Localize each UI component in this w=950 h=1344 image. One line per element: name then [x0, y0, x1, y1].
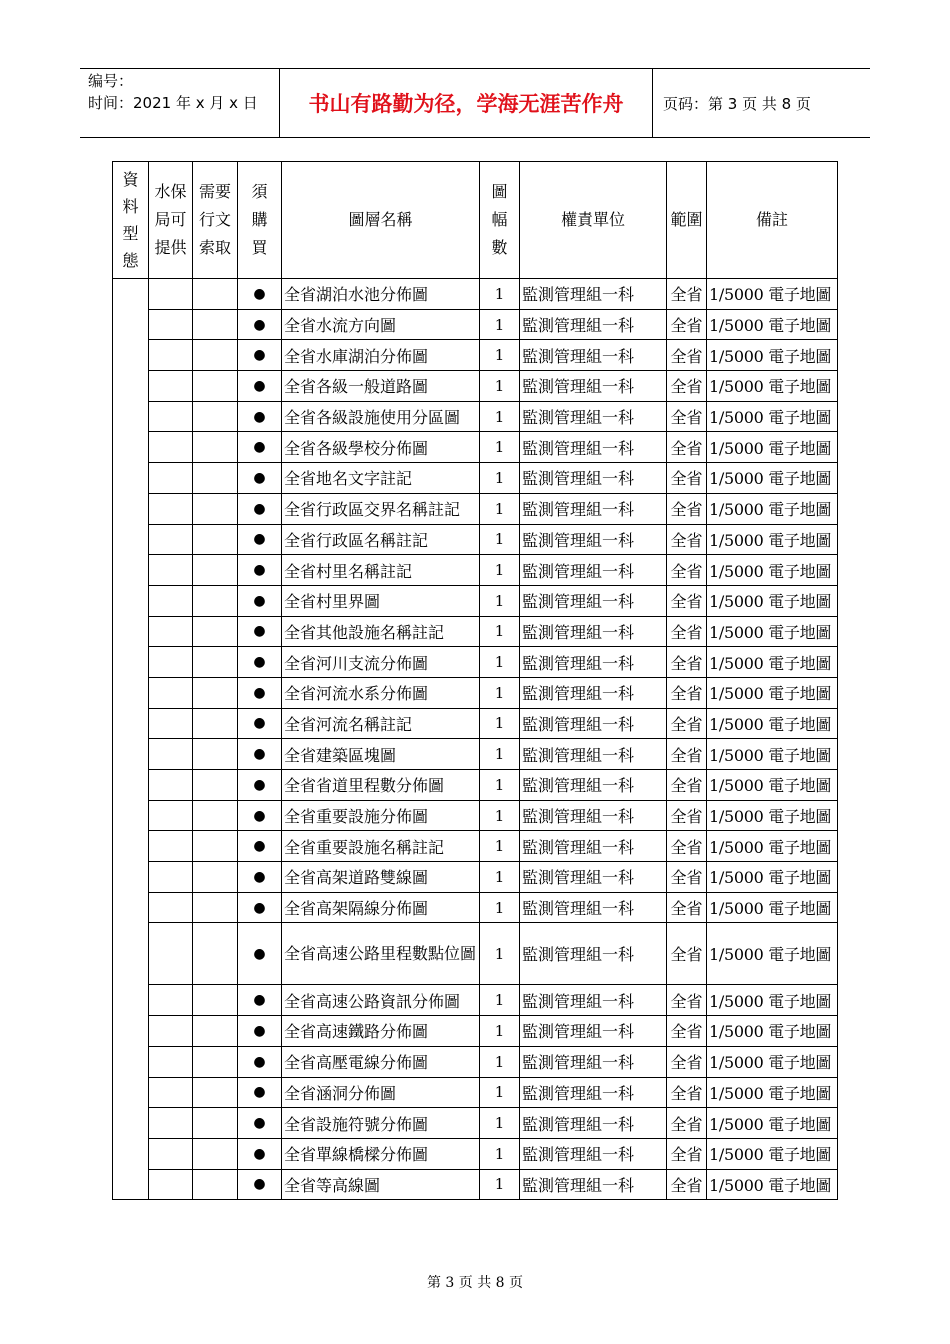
cell-scope: 全省	[667, 1016, 707, 1047]
col-header-scope: 範圍	[667, 162, 707, 279]
col-header-purchase: 須購買	[238, 162, 282, 279]
cell-sheet-count: 1	[480, 309, 520, 340]
cell-scope: 全省	[667, 1046, 707, 1077]
cell-unit: 監測管理組一科	[520, 800, 667, 831]
cell-note: 1/5000 電子地圖	[707, 1169, 838, 1200]
cell-unit: 監測管理組一科	[520, 708, 667, 739]
cell-unit: 監測管理組一科	[520, 432, 667, 463]
cell-request	[193, 340, 238, 371]
cell-provided	[149, 647, 193, 678]
table-row	[113, 923, 838, 985]
table-row	[113, 1138, 838, 1169]
cell-layer-name: 全省水庫湖泊分佈圖	[282, 340, 480, 371]
table-row	[113, 1046, 838, 1077]
cell-note: 1/5000 電子地圖	[707, 340, 838, 371]
cell-provided	[149, 493, 193, 524]
header-meta	[80, 69, 280, 137]
cell-sheet-count: 1	[480, 770, 520, 801]
cell-provided	[149, 309, 193, 340]
cell-layer-name: 全省高壓電線分佈圖	[282, 1046, 480, 1077]
cell-note: 1/5000 電子地圖	[707, 985, 838, 1016]
cell-sheet-count: 1	[480, 340, 520, 371]
cell-purchase: ●	[238, 923, 282, 985]
cell-provided	[149, 862, 193, 893]
table-row	[113, 340, 838, 371]
cell-sheet-count: 1	[480, 831, 520, 862]
cell-unit: 監測管理組一科	[520, 340, 667, 371]
cell-scope: 全省	[667, 862, 707, 893]
cell-request	[193, 739, 238, 770]
cell-scope: 全省	[667, 1138, 707, 1169]
cell-request	[193, 1077, 238, 1108]
table-row	[113, 585, 838, 616]
cell-scope: 全省	[667, 371, 707, 402]
layer-table	[112, 161, 838, 1200]
table-row	[113, 1108, 838, 1139]
cell-unit: 監測管理組一科	[520, 616, 667, 647]
table-row	[113, 862, 838, 893]
cell-scope: 全省	[667, 524, 707, 555]
cell-unit: 監測管理組一科	[520, 1138, 667, 1169]
cell-request	[193, 892, 238, 923]
cell-scope: 全省	[667, 647, 707, 678]
cell-layer-name: 全省河川支流分佈圖	[282, 647, 480, 678]
cell-sheet-count: 1	[480, 371, 520, 402]
cell-scope: 全省	[667, 401, 707, 432]
cell-purchase: ●	[238, 371, 282, 402]
cell-layer-name: 全省建築區塊圖	[282, 739, 480, 770]
cell-layer-name: 全省行政區交界名稱註記	[282, 493, 480, 524]
table-row	[113, 677, 838, 708]
cell-request	[193, 616, 238, 647]
cell-sheet-count: 1	[480, 616, 520, 647]
cell-unit: 監測管理組一科	[520, 493, 667, 524]
cell-scope: 全省	[667, 1169, 707, 1200]
cell-scope: 全省	[667, 432, 707, 463]
cell-provided	[149, 677, 193, 708]
cell-request	[193, 1169, 238, 1200]
cell-note: 1/5000 電子地圖	[707, 708, 838, 739]
cell-purchase: ●	[238, 432, 282, 463]
cell-purchase: ●	[238, 309, 282, 340]
cell-scope: 全省	[667, 279, 707, 310]
header-page-info: 页码：第 3 页 共 8 页	[663, 94, 811, 113]
cell-request	[193, 524, 238, 555]
cell-unit: 監測管理組一科	[520, 371, 667, 402]
cell-provided	[149, 923, 193, 985]
col-header-unit: 權責單位	[520, 162, 667, 279]
table-row	[113, 770, 838, 801]
cell-scope: 全省	[667, 677, 707, 708]
cell-layer-name: 全省高速公路里程數點位圖	[282, 923, 480, 985]
cell-scope: 全省	[667, 923, 707, 985]
header-motto: 书山有路勤为径，学海无涯苦作舟	[280, 69, 653, 137]
cell-provided	[149, 279, 193, 310]
cell-provided	[149, 524, 193, 555]
cell-request	[193, 708, 238, 739]
cell-sheet-count: 1	[480, 555, 520, 586]
col-header-note: 備註	[707, 162, 838, 279]
cell-sheet-count: 1	[480, 585, 520, 616]
cell-request	[193, 677, 238, 708]
cell-unit: 監測管理組一科	[520, 1108, 667, 1139]
cell-note: 1/5000 電子地圖	[707, 524, 838, 555]
cell-request	[193, 1016, 238, 1047]
cell-sheet-count: 1	[480, 862, 520, 893]
cell-layer-name: 全省其他設施名稱註記	[282, 616, 480, 647]
cell-provided	[149, 340, 193, 371]
cell-purchase: ●	[238, 524, 282, 555]
cell-note: 1/5000 電子地圖	[707, 616, 838, 647]
cell-unit: 監測管理組一科	[520, 309, 667, 340]
cell-note: 1/5000 電子地圖	[707, 800, 838, 831]
table-row	[113, 309, 838, 340]
cell-note: 1/5000 電子地圖	[707, 585, 838, 616]
cell-unit: 監測管理組一科	[520, 831, 667, 862]
table-row	[113, 524, 838, 555]
cell-note: 1/5000 電子地圖	[707, 862, 838, 893]
cell-layer-name: 全省單線橋樑分佈圖	[282, 1138, 480, 1169]
table-row	[113, 371, 838, 402]
cell-scope: 全省	[667, 1108, 707, 1139]
table-row	[113, 1016, 838, 1047]
cell-request	[193, 309, 238, 340]
cell-sheet-count: 1	[480, 493, 520, 524]
cell-layer-name: 全省河流名稱註記	[282, 708, 480, 739]
cell-request	[193, 585, 238, 616]
cell-purchase: ●	[238, 555, 282, 586]
cell-scope: 全省	[667, 831, 707, 862]
cell-sheet-count: 1	[480, 432, 520, 463]
cell-layer-name: 全省高架隔線分佈圖	[282, 892, 480, 923]
cell-unit: 監測管理組一科	[520, 1169, 667, 1200]
cell-scope: 全省	[667, 585, 707, 616]
cell-scope: 全省	[667, 800, 707, 831]
cell-purchase: ●	[238, 616, 282, 647]
cell-purchase: ●	[238, 585, 282, 616]
cell-purchase: ●	[238, 279, 282, 310]
cell-scope: 全省	[667, 985, 707, 1016]
cell-purchase: ●	[238, 647, 282, 678]
cell-unit: 監測管理組一科	[520, 677, 667, 708]
cell-sheet-count: 1	[480, 1046, 520, 1077]
cell-data-type	[113, 279, 149, 1200]
table-row	[113, 985, 838, 1016]
cell-request	[193, 279, 238, 310]
cell-note: 1/5000 電子地圖	[707, 309, 838, 340]
table-row	[113, 1169, 838, 1200]
col-header-request: 需要行文索取	[193, 162, 238, 279]
cell-request	[193, 555, 238, 586]
cell-unit: 監測管理組一科	[520, 647, 667, 678]
cell-purchase: ●	[238, 800, 282, 831]
cell-sheet-count: 1	[480, 708, 520, 739]
cell-layer-name: 全省設施符號分佈圖	[282, 1108, 480, 1139]
cell-sheet-count: 1	[480, 1169, 520, 1200]
cell-layer-name: 全省涵洞分佈圖	[282, 1077, 480, 1108]
cell-provided	[149, 1138, 193, 1169]
cell-note: 1/5000 電子地圖	[707, 677, 838, 708]
table-header-row	[113, 162, 838, 279]
doc-time-label: 时间：2021 年 x 月 x 日	[88, 94, 258, 112]
cell-unit: 監測管理組一科	[520, 524, 667, 555]
cell-provided	[149, 1077, 193, 1108]
cell-provided	[149, 463, 193, 494]
cell-provided	[149, 1016, 193, 1047]
cell-unit: 監測管理組一科	[520, 892, 667, 923]
table-row	[113, 800, 838, 831]
cell-note: 1/5000 電子地圖	[707, 923, 838, 985]
table-row	[113, 616, 838, 647]
col-header-provided: 水保局可提供	[149, 162, 193, 279]
cell-provided	[149, 800, 193, 831]
cell-provided	[149, 432, 193, 463]
cell-note: 1/5000 電子地圖	[707, 831, 838, 862]
cell-purchase: ●	[238, 862, 282, 893]
cell-purchase: ●	[238, 739, 282, 770]
cell-request	[193, 463, 238, 494]
cell-scope: 全省	[667, 770, 707, 801]
cell-provided	[149, 985, 193, 1016]
cell-request	[193, 401, 238, 432]
cell-purchase: ●	[238, 493, 282, 524]
cell-note: 1/5000 電子地圖	[707, 493, 838, 524]
cell-note: 1/5000 電子地圖	[707, 770, 838, 801]
cell-purchase: ●	[238, 401, 282, 432]
cell-request	[193, 493, 238, 524]
cell-note: 1/5000 電子地圖	[707, 432, 838, 463]
cell-layer-name: 全省高架道路雙線圖	[282, 862, 480, 893]
cell-scope: 全省	[667, 739, 707, 770]
cell-note: 1/5000 電子地圖	[707, 555, 838, 586]
cell-layer-name: 全省水流方向圖	[282, 309, 480, 340]
cell-layer-name: 全省重要設施分佈圖	[282, 800, 480, 831]
cell-provided	[149, 831, 193, 862]
cell-scope: 全省	[667, 340, 707, 371]
cell-layer-name: 全省高速公路資訊分佈圖	[282, 985, 480, 1016]
cell-layer-name: 全省等高線圖	[282, 1169, 480, 1200]
table-body	[113, 279, 838, 1200]
cell-sheet-count: 1	[480, 739, 520, 770]
cell-provided	[149, 401, 193, 432]
cell-note: 1/5000 電子地圖	[707, 1046, 838, 1077]
cell-request	[193, 800, 238, 831]
cell-purchase: ●	[238, 831, 282, 862]
col-header-sheet-count: 圖幅數	[480, 162, 520, 279]
cell-sheet-count: 1	[480, 892, 520, 923]
cell-layer-name: 全省各級一般道路圖	[282, 371, 480, 402]
cell-unit: 監測管理組一科	[520, 770, 667, 801]
cell-scope: 全省	[667, 555, 707, 586]
cell-unit: 監測管理組一科	[520, 279, 667, 310]
cell-purchase: ●	[238, 1046, 282, 1077]
cell-layer-name: 全省高速鐵路分佈圖	[282, 1016, 480, 1047]
table-row	[113, 401, 838, 432]
cell-provided	[149, 371, 193, 402]
col-header-data-type: 資料型態	[113, 162, 149, 279]
cell-layer-name: 全省河流水系分佈圖	[282, 677, 480, 708]
cell-unit: 監測管理組一科	[520, 985, 667, 1016]
cell-layer-name: 全省省道里程數分佈圖	[282, 770, 480, 801]
cell-layer-name: 全省各級學校分佈圖	[282, 432, 480, 463]
page-footer: 第 3 页 共 8 页	[426, 1275, 524, 1291]
cell-scope: 全省	[667, 1077, 707, 1108]
cell-purchase: ●	[238, 1077, 282, 1108]
cell-scope: 全省	[667, 309, 707, 340]
cell-scope: 全省	[667, 892, 707, 923]
table-row	[113, 1077, 838, 1108]
cell-layer-name: 全省行政區名稱註記	[282, 524, 480, 555]
cell-purchase: ●	[238, 1016, 282, 1047]
cell-purchase: ●	[238, 1138, 282, 1169]
cell-layer-name: 全省村里界圖	[282, 585, 480, 616]
table-row	[113, 279, 838, 310]
cell-provided	[149, 770, 193, 801]
table-row	[113, 463, 838, 494]
cell-provided	[149, 555, 193, 586]
cell-provided	[149, 616, 193, 647]
cell-note: 1/5000 電子地圖	[707, 739, 838, 770]
cell-sheet-count: 1	[480, 401, 520, 432]
cell-note: 1/5000 電子地圖	[707, 1138, 838, 1169]
table-row	[113, 555, 838, 586]
cell-unit: 監測管理組一科	[520, 1046, 667, 1077]
cell-layer-name: 全省村里名稱註記	[282, 555, 480, 586]
cell-layer-name: 全省重要設施名稱註記	[282, 831, 480, 862]
cell-note: 1/5000 電子地圖	[707, 463, 838, 494]
cell-purchase: ●	[238, 892, 282, 923]
cell-sheet-count: 1	[480, 463, 520, 494]
cell-request	[193, 371, 238, 402]
cell-unit: 監測管理組一科	[520, 555, 667, 586]
cell-note: 1/5000 電子地圖	[707, 279, 838, 310]
table-row	[113, 647, 838, 678]
table-row	[113, 708, 838, 739]
cell-purchase: ●	[238, 1169, 282, 1200]
cell-sheet-count: 1	[480, 524, 520, 555]
cell-request	[193, 831, 238, 862]
cell-request	[193, 647, 238, 678]
cell-unit: 監測管理組一科	[520, 585, 667, 616]
cell-sheet-count: 1	[480, 923, 520, 985]
cell-note: 1/5000 電子地圖	[707, 892, 838, 923]
cell-scope: 全省	[667, 616, 707, 647]
cell-scope: 全省	[667, 493, 707, 524]
table-row	[113, 892, 838, 923]
cell-sheet-count: 1	[480, 279, 520, 310]
cell-purchase: ●	[238, 463, 282, 494]
cell-provided	[149, 1046, 193, 1077]
cell-unit: 監測管理組一科	[520, 1016, 667, 1047]
cell-request	[193, 862, 238, 893]
cell-provided	[149, 1169, 193, 1200]
cell-unit: 監測管理組一科	[520, 923, 667, 985]
cell-sheet-count: 1	[480, 800, 520, 831]
cell-unit: 監測管理組一科	[520, 862, 667, 893]
cell-scope: 全省	[667, 708, 707, 739]
cell-provided	[149, 1108, 193, 1139]
cell-provided	[149, 892, 193, 923]
table-row	[113, 739, 838, 770]
cell-sheet-count: 1	[480, 1077, 520, 1108]
cell-purchase: ●	[238, 340, 282, 371]
cell-purchase: ●	[238, 1108, 282, 1139]
cell-note: 1/5000 電子地圖	[707, 647, 838, 678]
cell-provided	[149, 739, 193, 770]
cell-sheet-count: 1	[480, 677, 520, 708]
table-row	[113, 432, 838, 463]
page-header	[80, 68, 870, 138]
cell-request	[193, 1138, 238, 1169]
cell-request	[193, 1108, 238, 1139]
cell-request	[193, 1046, 238, 1077]
cell-sheet-count: 1	[480, 1016, 520, 1047]
cell-sheet-count: 1	[480, 1108, 520, 1139]
cell-request	[193, 923, 238, 985]
cell-note: 1/5000 電子地圖	[707, 1077, 838, 1108]
cell-sheet-count: 1	[480, 647, 520, 678]
cell-unit: 監測管理組一科	[520, 463, 667, 494]
cell-scope: 全省	[667, 463, 707, 494]
cell-unit: 監測管理組一科	[520, 401, 667, 432]
cell-request	[193, 770, 238, 801]
col-header-layer-name: 圖層名稱	[282, 162, 480, 279]
cell-layer-name: 全省湖泊水池分佈圖	[282, 279, 480, 310]
cell-note: 1/5000 電子地圖	[707, 1016, 838, 1047]
cell-purchase: ●	[238, 985, 282, 1016]
cell-purchase: ●	[238, 770, 282, 801]
cell-layer-name: 全省地名文字註記	[282, 463, 480, 494]
cell-note: 1/5000 電子地圖	[707, 371, 838, 402]
cell-unit: 監測管理組一科	[520, 739, 667, 770]
cell-sheet-count: 1	[480, 985, 520, 1016]
cell-layer-name: 全省各級設施使用分區圖	[282, 401, 480, 432]
doc-number-label: 编号：	[88, 72, 134, 90]
cell-purchase: ●	[238, 677, 282, 708]
table-row	[113, 831, 838, 862]
cell-unit: 監測管理組一科	[520, 1077, 667, 1108]
cell-sheet-count: 1	[480, 1138, 520, 1169]
cell-note: 1/5000 電子地圖	[707, 1108, 838, 1139]
cell-provided	[149, 708, 193, 739]
cell-request	[193, 432, 238, 463]
table-row	[113, 493, 838, 524]
cell-provided	[149, 585, 193, 616]
cell-note: 1/5000 電子地圖	[707, 401, 838, 432]
cell-request	[193, 985, 238, 1016]
cell-purchase: ●	[238, 708, 282, 739]
